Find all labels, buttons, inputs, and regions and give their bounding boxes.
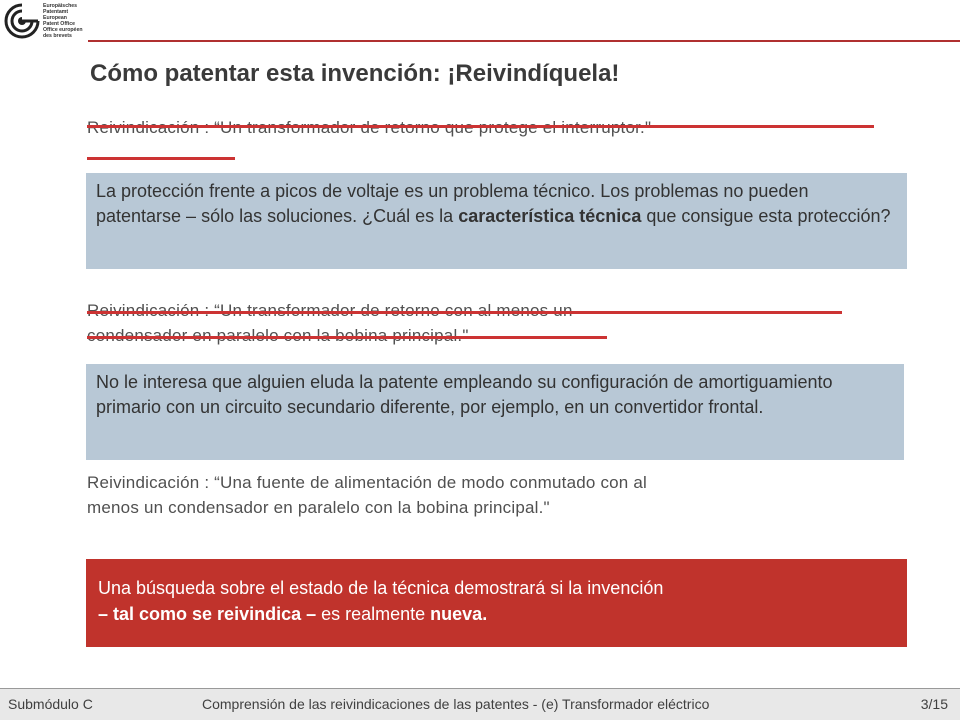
prior-art-callout — [86, 559, 907, 647]
claim-2-strikethrough-1 — [87, 311, 842, 314]
callout-bold-1: – tal como se reivindica – — [98, 604, 317, 624]
claim-2-struck — [87, 298, 877, 348]
info-box-circumvention: No le interesa que alguien eluda la patente empleando su configuración de amortiguamiento primario con un circuito secundario diferente, por ejemplo, en un convertidor frontal. — [86, 364, 904, 460]
box1-text-start: La protección frente a picos de voltaje es un problema técnico. Los problemas no pueden patentarse – sólo las soluciones. ¿Cuál es la — [96, 181, 809, 226]
callout-mid: es realmente — [316, 604, 431, 624]
info-box-technical-problem — [86, 173, 907, 269]
callout-bold-2: nueva. — [430, 604, 488, 624]
box1-bold-term: característica técnica — [458, 206, 642, 226]
claim-1-strikethrough — [87, 125, 874, 128]
claim-3 — [87, 470, 877, 520]
page-number: 3/15 — [920, 696, 948, 712]
claim-3-line-1: Reivindicación : “Una fuente de alimentación de modo conmutado con al — [87, 473, 648, 492]
slide-title: Cómo patentar esta invención: ¡Reivindíquela! — [90, 60, 620, 87]
footer-topic: Comprensión de las reivindicaciones de las patentes - (e) Transformador eléctrico — [202, 696, 710, 712]
epo-logo-icon — [4, 3, 40, 39]
logo-wordmark: Europäisches Patentamt European Patent Office Office européen des brevets — [43, 3, 83, 39]
claim-1-underline-fragment — [87, 157, 235, 160]
footer-bar — [0, 688, 960, 720]
epo-logo — [4, 2, 82, 40]
claim-3-line-2: menos un condensador en paralelo con la bobina principal." — [87, 498, 550, 517]
callout-line-1: Una búsqueda sobre el estado de la técnica demostrará si la invención — [98, 578, 664, 598]
footer-module: Submódulo C — [8, 696, 93, 712]
box1-text-end: que consigue esta protección? — [641, 206, 891, 226]
header-divider — [88, 40, 960, 42]
callout-line-2 — [98, 601, 895, 627]
claim-2-strikethrough-2 — [87, 336, 607, 339]
